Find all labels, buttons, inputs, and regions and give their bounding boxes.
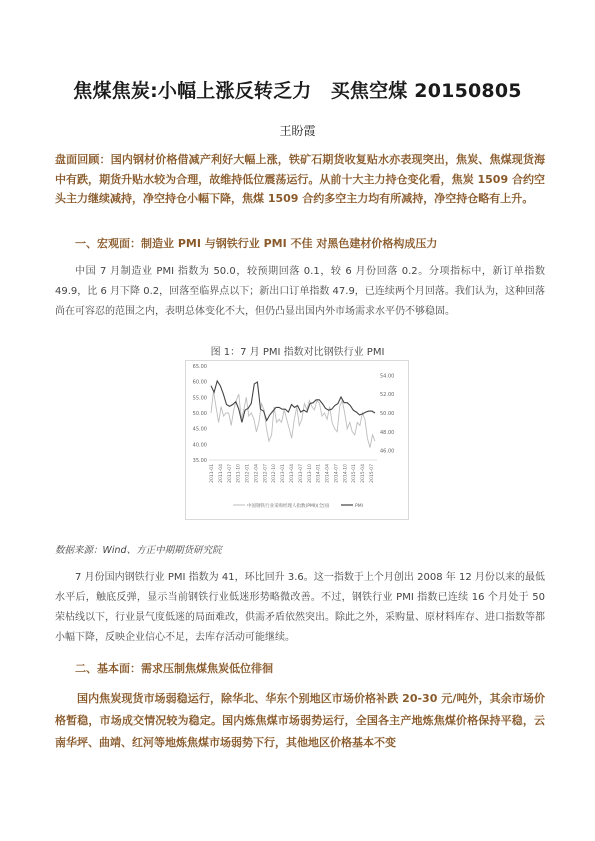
x-axis-tick-label: 2012-10 — [272, 464, 278, 483]
x-axis-tick-label: 2014-04 — [325, 464, 331, 483]
x-axis-tick-label: 2014-07 — [334, 464, 340, 483]
left-axis-tick-label: 65.00 — [192, 364, 207, 370]
author-name: 王盼霞 — [279, 124, 316, 138]
x-axis-tick-label: 2011-10 — [236, 464, 242, 483]
x-axis-tick-label: 2013-07 — [298, 464, 304, 483]
x-axis-tick-label: 2012-04 — [254, 464, 260, 483]
x-axis-tick-label: 2014-01 — [316, 464, 322, 483]
market-review-summary: 盘面回顾：国内钢材价格借减产利好大幅上涨，铁矿石期货收复贴水亦表现突出，焦炭、焦煤现货海中有跌，期货升贴水较为合理，故维持低位震荡运行。从前十大主力持仓变化看，焦炭 1509 合约空头主力继续减持，净空持仓小幅下降，焦煤 1509 合约多空主力均有所减持，净空持仓略有上升。 — [55, 153, 545, 205]
section-heading-macro: 一、宏观面：制造业 PMI 与钢铁行业 PMI 不佳 对黑色建材价格构成压力 — [75, 237, 438, 250]
right-axis-tick-label: 50.00 — [380, 411, 395, 417]
x-axis-tick-label: 2013-01 — [281, 464, 287, 483]
right-axis-tick-label: 52.00 — [380, 392, 395, 399]
x-axis-tick-label: 2015-07 — [370, 464, 375, 483]
report-title: 焦煤焦炭:小幅上涨反转乏力 买焦空煤 20150805 — [73, 80, 522, 102]
pmi-chart — [185, 360, 409, 520]
data-source: 数据来源：Wind、方正中期期货研究院 — [55, 545, 222, 556]
x-axis-tick-label: 2014-10 — [343, 464, 349, 483]
series-line-pmi — [211, 381, 375, 422]
figure-title: 图 1：7 月 PMI 指数对比钢铁行业 PMI — [210, 347, 385, 358]
series-line-steel-pmi — [211, 391, 375, 447]
right-axis-tick-label: 54.00 — [380, 373, 395, 380]
legend-label-steel-pmi: 中国钢铁行业采购经理人指数(PMI)(全国) — [247, 504, 330, 509]
x-axis-tick-label: 2011-01 — [210, 464, 215, 483]
fundamentals-paragraph: 国内焦炭现货市场弱稳运行，除华北、华东个别地区市场价格补跌 20-30 元/吨外，其余市场价格暂稳，市场成交情况较为稳定。国内炼焦煤市场弱势运行，全国各主产地炼焦煤价格保持平稳，云南华坪、曲靖、红河等地炼焦煤市场弱势下行，其他地区价格基本不变 — [55, 692, 545, 749]
left-axis-tick-label: 45.00 — [192, 426, 207, 433]
left-axis-tick-label: 35.00 — [192, 458, 207, 464]
x-axis-tick-label: 2011-07 — [227, 464, 233, 483]
steel-pmi-paragraph: 7 月份国内钢铁行业 PMI 指数为 41，环比回升 3.6。这一指数于上个月创出 2008 年 12 月份以来的最低水平后，触底反弹，显示当前钢铁行业低迷形势略微改善。不过，钢铁行业 PMI 指数已连续 16 个月处于 50 荣枯线以下，行业景气度低迷的局面难改，供需矛盾依然突出。除此之外，采购量、原材料库存、进口指数等都小幅下降，反映企业信心不足，去库存活动可能继续。 — [55, 572, 545, 643]
x-axis-tick-label: 2013-04 — [290, 464, 295, 483]
x-axis-tick-label: 2015-01 — [352, 464, 358, 483]
right-axis-tick-label: 46.00 — [380, 448, 395, 455]
x-axis-tick-label: 2015-04 — [361, 464, 367, 483]
x-axis-tick-label: 2013-10 — [307, 464, 313, 483]
x-axis-tick-label: 2012-01 — [245, 464, 251, 483]
macro-paragraph: 中国 7 月制造业 PMI 指数为 50.0，较预期回落 0.1，较 6 月份回落 0.2。分项指标中，新订单指数 49.9，比 6 月下降 0.2，回落至临界点以下；新出口订单指数 47.9，已连续两个月回落。我们认为，这种回落尚在可容忍的范围之内，表明总体变化不大，但仍凸显出国内外市场需求水平仍不够稳固。 — [55, 266, 545, 317]
right-axis-tick-label: 48.00 — [380, 429, 395, 436]
left-axis-tick-label: 50.00 — [192, 411, 207, 417]
left-axis-tick-label: 60.00 — [192, 379, 207, 386]
legend-label-pmi: PMI — [355, 504, 363, 509]
section-heading-fundamentals: 二、基本面：需求压制焦煤焦炭低位徘徊 — [75, 662, 273, 675]
pmi-chart-svg — [185, 360, 409, 520]
left-axis-tick-label: 40.00 — [192, 442, 207, 449]
left-axis-tick-label: 55.00 — [192, 395, 207, 402]
x-axis-tick-label: 2012-07 — [263, 464, 269, 483]
x-axis-tick-label: 2011-04 — [218, 464, 224, 483]
